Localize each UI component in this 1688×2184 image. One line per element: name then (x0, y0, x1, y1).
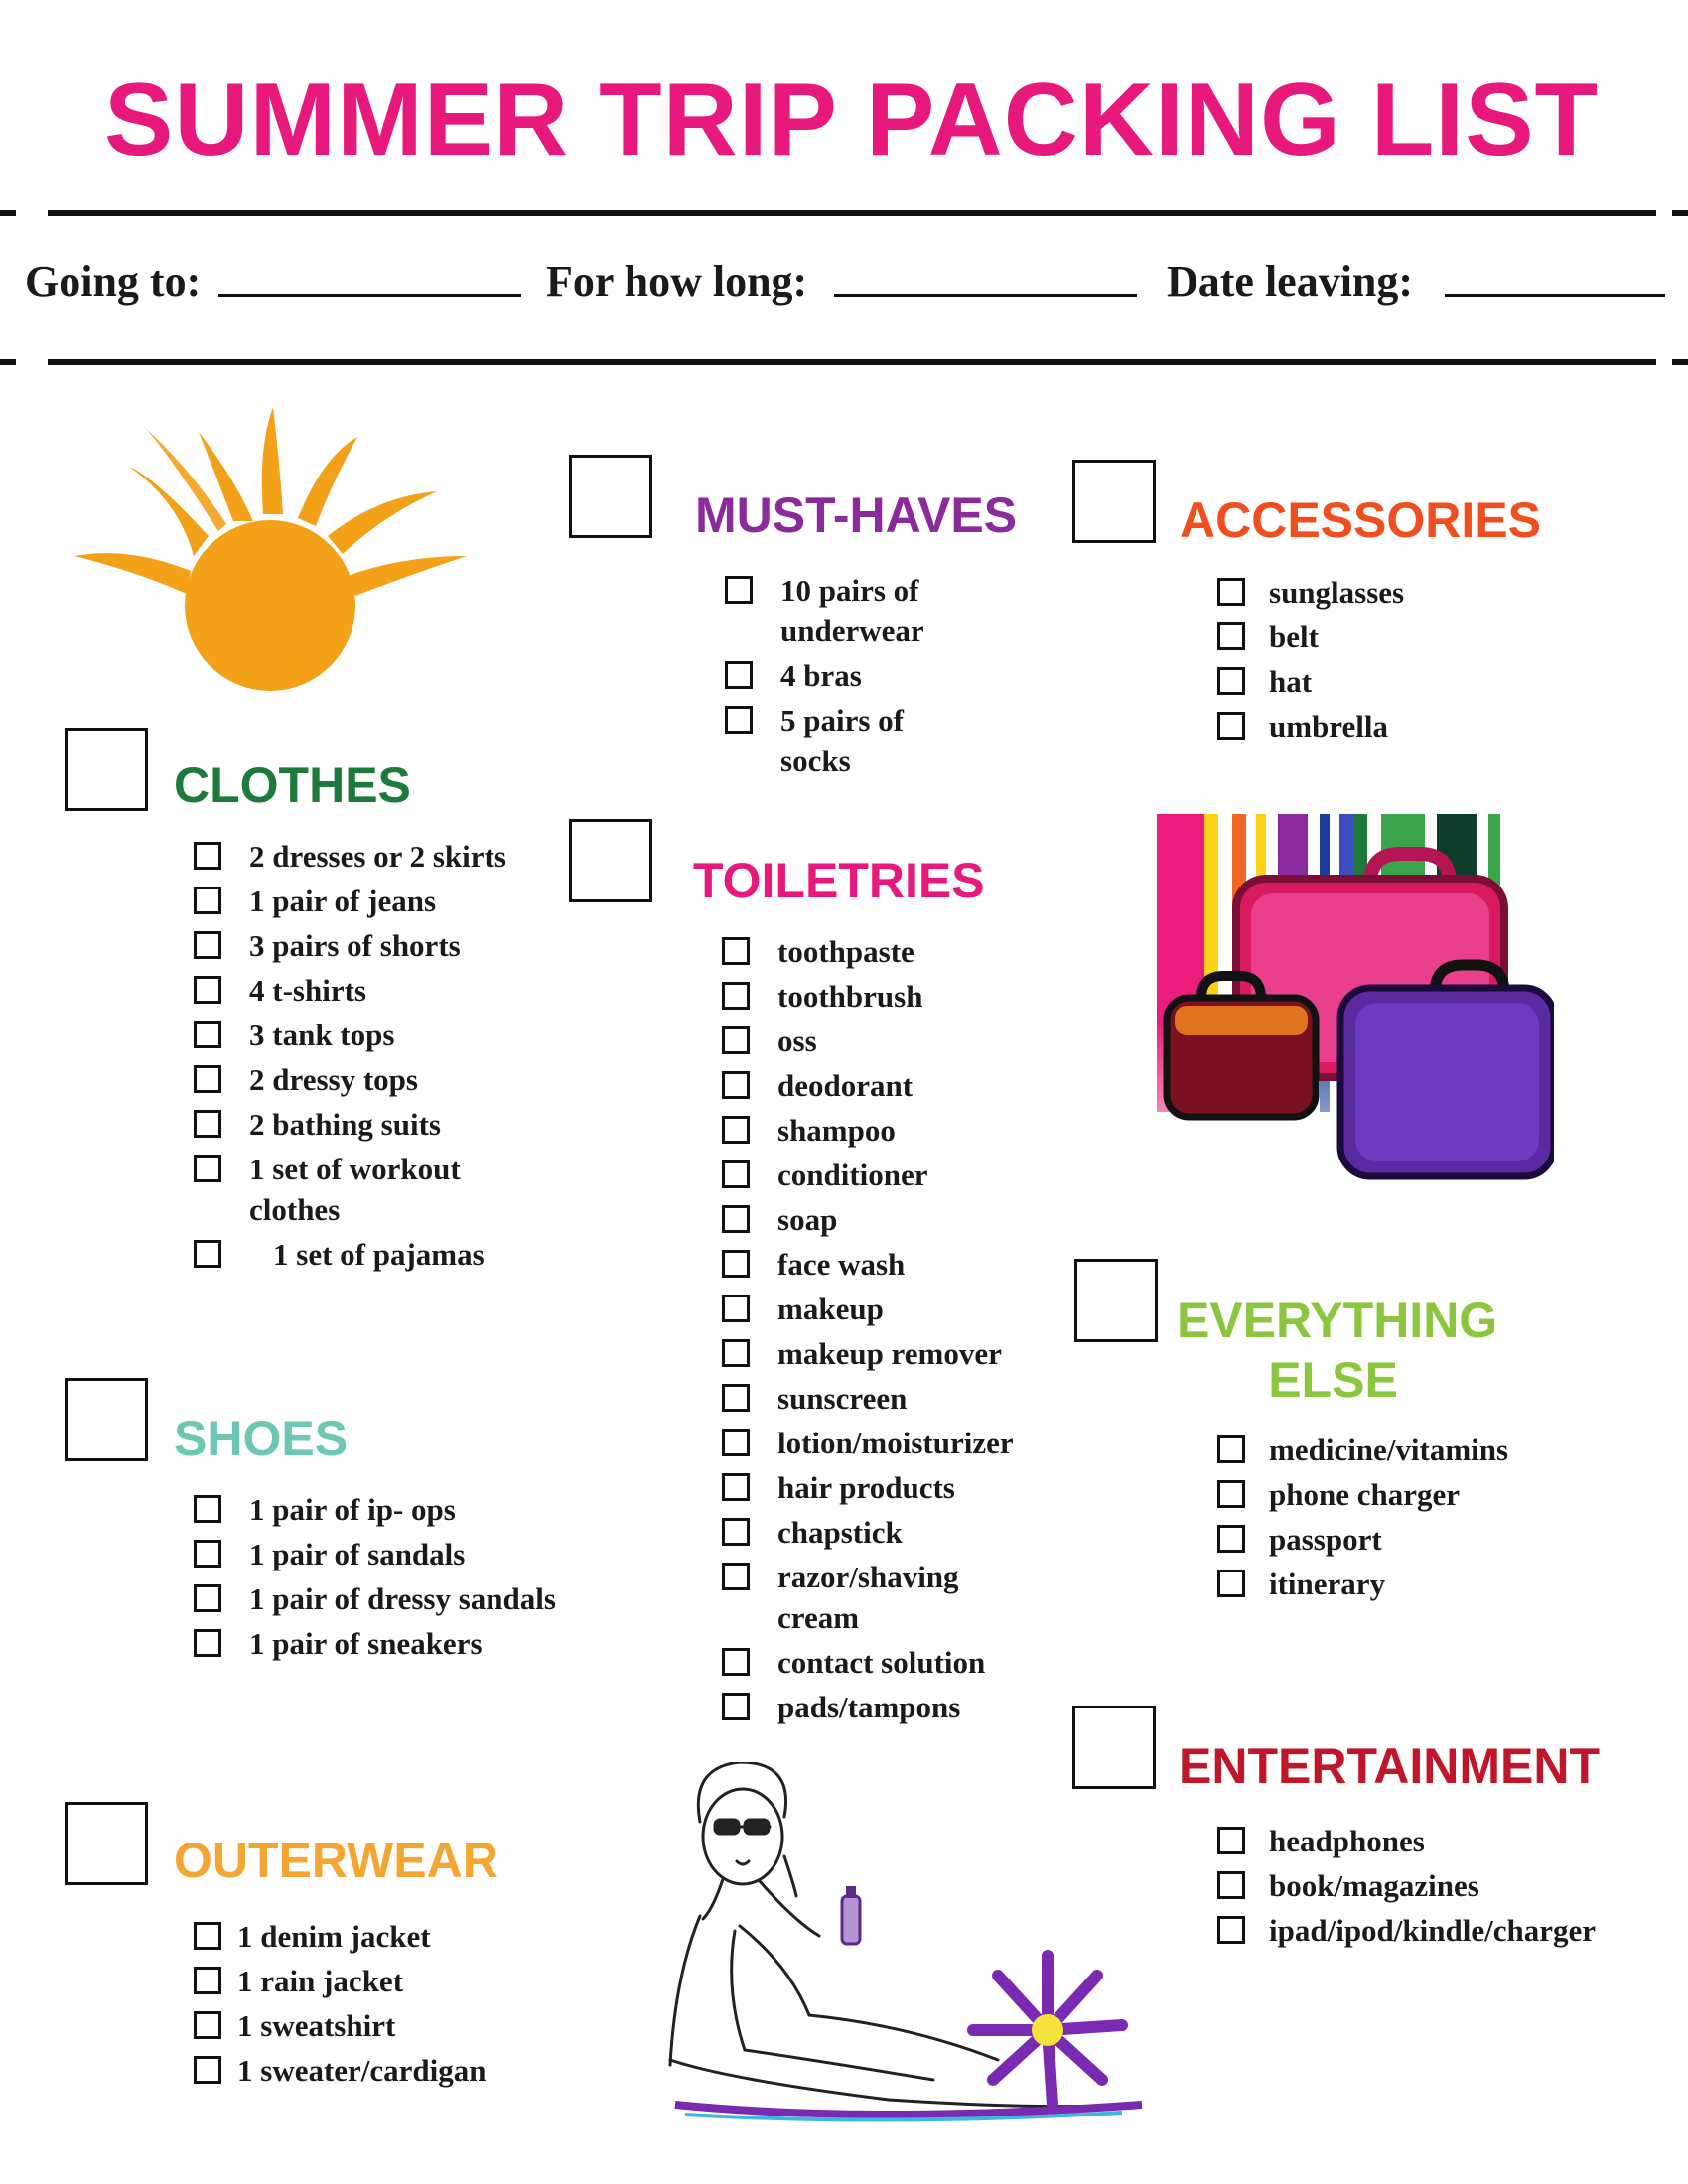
item-checkbox[interactable] (194, 1584, 221, 1612)
accessories-section-checkbox[interactable] (1072, 460, 1156, 543)
list-item[interactable]: conditioner (722, 1155, 1069, 1195)
item-checkbox[interactable] (194, 1629, 221, 1657)
list-item[interactable]: 4 t-shirts (194, 970, 571, 1011)
list-item[interactable]: soap (722, 1199, 1069, 1240)
list-item[interactable]: medicine/vitamins (1217, 1430, 1545, 1470)
item-checkbox[interactable] (1217, 1435, 1245, 1463)
item-checkbox[interactable] (722, 1116, 750, 1144)
list-item[interactable]: book/magazines (1217, 1865, 1634, 1906)
page-title: SUMMER TRIP PACKING LIST (104, 63, 1600, 178)
shoes-list (194, 1489, 611, 1668)
item-checkbox[interactable] (194, 1922, 221, 1950)
list-item[interactable]: toothbrush (722, 976, 1069, 1017)
how-long-label: For how long: (546, 257, 808, 306)
item-checkbox[interactable] (194, 1495, 221, 1523)
how-long-field[interactable] (834, 294, 1137, 297)
item-checkbox[interactable] (722, 1473, 750, 1501)
list-item[interactable]: 4 bras (725, 655, 953, 696)
list-item[interactable]: 1 sweatshirt (194, 2005, 571, 2046)
toiletries-section-checkbox[interactable] (569, 819, 652, 902)
item-checkbox[interactable] (1217, 667, 1245, 695)
list-item[interactable]: 5 pairs of socks (725, 700, 953, 781)
list-item[interactable]: 2 dresses or 2 skirts (194, 836, 571, 877)
list-item[interactable]: makeup remover (722, 1333, 1069, 1374)
item-checkbox[interactable] (194, 976, 221, 1004)
item-checkbox[interactable] (194, 1967, 221, 1994)
list-item[interactable]: chapstick (722, 1512, 1069, 1553)
list-item[interactable]: 2 bathing suits (194, 1104, 571, 1145)
item-checkbox[interactable] (194, 2056, 221, 2084)
list-item[interactable]: sunscreen (722, 1378, 1069, 1419)
top-divider (0, 210, 1688, 216)
list-item[interactable]: deodorant (722, 1065, 1069, 1106)
bottom-divider (0, 359, 1688, 365)
must-haves-list (725, 570, 953, 785)
list-item[interactable]: 3 pairs of shorts (194, 925, 571, 966)
item-checkbox[interactable] (1217, 712, 1245, 740)
list-item[interactable]: hat (1217, 661, 1515, 702)
list-item[interactable]: contact solution (722, 1642, 1069, 1683)
list-item[interactable]: 1 sweater/cardigan (194, 2050, 571, 2091)
item-checkbox[interactable] (722, 1071, 750, 1099)
item-checkbox[interactable] (1217, 622, 1245, 650)
toiletries-list (722, 931, 1069, 1731)
going-to-field[interactable] (218, 294, 521, 297)
item-checkbox[interactable] (194, 1065, 221, 1093)
list-item[interactable]: headphones (1217, 1821, 1634, 1861)
list-item[interactable]: lotion/moisturizer (722, 1423, 1069, 1463)
list-item[interactable]: oss (722, 1021, 1069, 1061)
entertainment-list (1217, 1821, 1634, 1955)
luggage-illustration (1157, 814, 1554, 1211)
shoes-heading: SHOES (174, 1411, 349, 1466)
item-checkbox[interactable] (194, 1155, 221, 1182)
outerwear-section-checkbox[interactable] (65, 1802, 148, 1885)
list-item[interactable]: 2 dressy tops (194, 1059, 571, 1100)
list-item[interactable]: itinerary (1217, 1564, 1545, 1604)
everything-else-list (1217, 1430, 1545, 1608)
date-leaving-label: Date leaving: (1167, 257, 1414, 306)
list-item[interactable]: hair products (722, 1467, 1069, 1508)
item-checkbox[interactable] (722, 1295, 750, 1322)
item-checkbox[interactable] (194, 2011, 221, 2039)
list-item[interactable]: makeup (722, 1289, 1069, 1329)
clothes-section-checkbox[interactable] (65, 728, 148, 811)
item-checkbox[interactable] (722, 1693, 750, 1720)
list-item[interactable]: toothpaste (722, 931, 1069, 972)
toiletries-heading: TOILETRIES (693, 853, 985, 908)
list-item[interactable]: 1 set of workout clothes (194, 1149, 507, 1230)
item-checkbox[interactable] (722, 1518, 750, 1546)
item-checkbox[interactable] (1217, 1871, 1245, 1899)
accessories-list (1217, 572, 1515, 751)
item-checkbox[interactable] (722, 1563, 750, 1590)
outerwear-list (194, 1916, 571, 2095)
list-item[interactable]: sunglasses (1217, 572, 1515, 613)
list-item[interactable]: 1 pair of jeans (194, 881, 571, 921)
clothes-list (194, 836, 571, 1279)
list-item[interactable]: 1 set of pajamas (194, 1234, 571, 1275)
must-haves-section-checkbox[interactable] (569, 455, 652, 538)
accessories-heading: ACCESSORIES (1180, 492, 1541, 548)
item-checkbox[interactable] (1217, 578, 1245, 606)
item-checkbox[interactable] (194, 842, 221, 870)
list-item[interactable]: 1 rain jacket (194, 1961, 571, 2001)
shoes-section-checkbox[interactable] (65, 1378, 148, 1461)
entertainment-heading: ENTERTAINMENT (1179, 1738, 1601, 1794)
item-checkbox[interactable] (1217, 1525, 1245, 1553)
list-item[interactable]: 1 pair of dressy sandals (194, 1578, 611, 1619)
item-checkbox[interactable] (194, 1021, 221, 1048)
item-checkbox[interactable] (722, 1250, 750, 1278)
list-item[interactable]: 1 denim jacket (194, 1916, 571, 1957)
item-checkbox[interactable] (194, 1540, 221, 1568)
item-checkbox[interactable] (194, 931, 221, 959)
item-checkbox[interactable] (722, 937, 750, 965)
list-item[interactable]: pads/tampons (722, 1687, 1069, 1727)
going-to-label: Going to: (25, 257, 202, 306)
list-item[interactable]: passport (1217, 1519, 1545, 1560)
outerwear-heading: OUTERWEAR (174, 1833, 498, 1888)
list-item[interactable]: face wash (722, 1244, 1069, 1285)
list-item[interactable]: phone charger (1217, 1474, 1545, 1515)
item-checkbox[interactable] (194, 887, 221, 914)
must-haves-heading: MUST-HAVES (695, 487, 1018, 543)
list-item[interactable]: belt (1217, 616, 1515, 657)
item-checkbox[interactable] (1217, 1916, 1245, 1944)
item-checkbox[interactable] (722, 1429, 750, 1456)
item-checkbox[interactable] (722, 1648, 750, 1676)
item-checkbox[interactable] (1217, 1570, 1245, 1597)
list-item[interactable]: 10 pairs of underwear (725, 570, 953, 651)
item-checkbox[interactable] (194, 1240, 221, 1268)
item-checkbox[interactable] (725, 706, 753, 734)
sunbathing-woman-illustration (655, 1762, 1162, 2129)
list-item[interactable]: umbrella (1217, 706, 1515, 747)
item-checkbox[interactable] (1217, 1827, 1245, 1854)
list-item[interactable]: 1 pair of ip- ops (194, 1489, 611, 1530)
list-item[interactable]: 3 tank tops (194, 1015, 571, 1055)
date-leaving-field[interactable] (1445, 294, 1665, 297)
item-checkbox[interactable] (722, 1339, 750, 1367)
list-item[interactable]: 1 pair of sandals (194, 1534, 611, 1574)
item-checkbox[interactable] (722, 1160, 750, 1188)
everything-else-section-checkbox[interactable] (1074, 1259, 1158, 1342)
list-item[interactable]: ipad/ipod/kindle/charger (1217, 1910, 1634, 1951)
item-checkbox[interactable] (722, 982, 750, 1010)
item-checkbox[interactable] (722, 1026, 750, 1054)
item-checkbox[interactable] (722, 1205, 750, 1233)
list-item[interactable]: razor/shaving cream (722, 1557, 1006, 1638)
everything-else-heading: EVERYTHING ELSE (1177, 1293, 1498, 1408)
list-item[interactable]: shampoo (722, 1110, 1069, 1151)
item-checkbox[interactable] (725, 576, 753, 604)
item-checkbox[interactable] (1217, 1480, 1245, 1508)
clothes-heading: CLOTHES (174, 757, 411, 813)
item-checkbox[interactable] (722, 1384, 750, 1412)
sun-icon (60, 407, 477, 705)
list-item[interactable]: 1 pair of sneakers (194, 1623, 611, 1664)
item-checkbox[interactable] (194, 1110, 221, 1138)
item-checkbox[interactable] (725, 661, 753, 689)
